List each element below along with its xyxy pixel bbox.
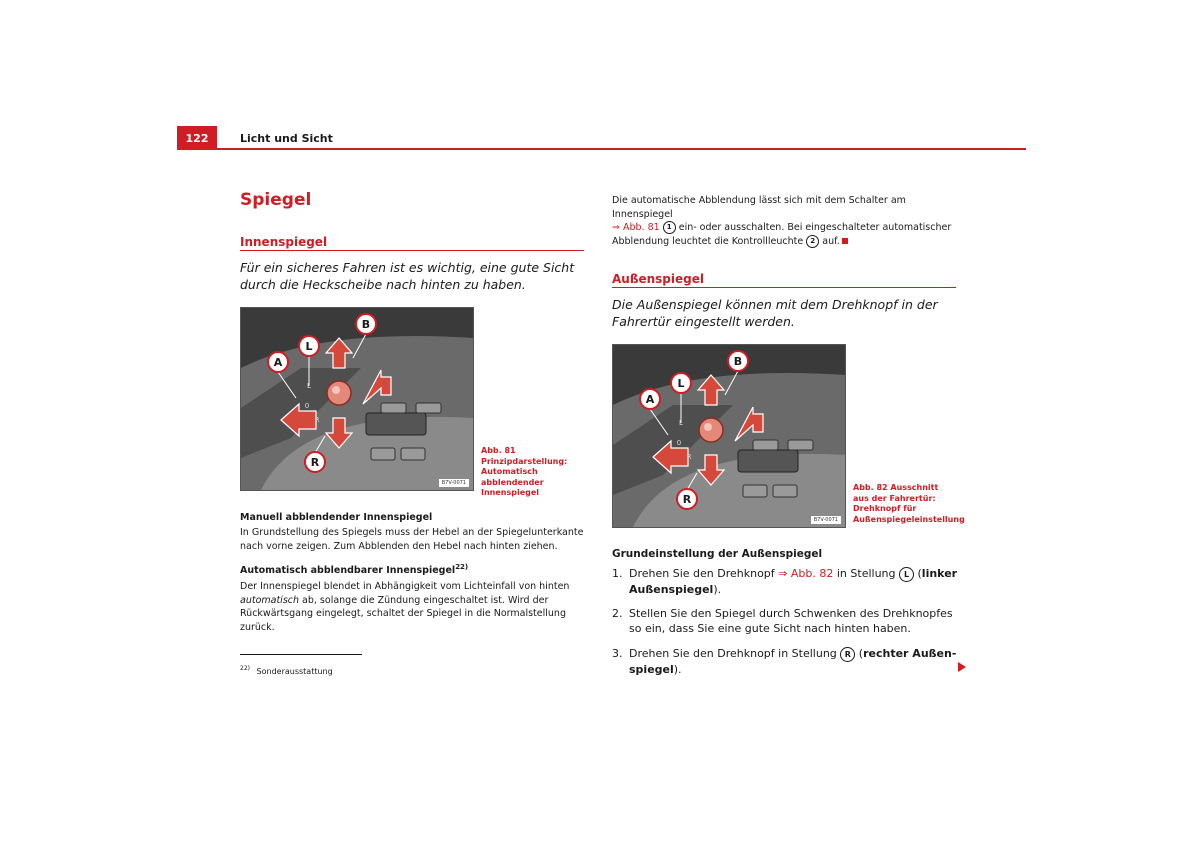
figure-82-caption: Abb. 82 Ausschnitt aus der Fahrertür: Drehknopf für Außenspiegeleinstellung xyxy=(853,483,965,524)
label-a: A xyxy=(273,356,283,369)
figure-code: B7V-0071 xyxy=(811,516,841,524)
switch-mark-o: 0 xyxy=(304,402,310,410)
callout-2: 2 xyxy=(806,235,819,248)
switch-mark-o: 0 xyxy=(676,439,682,447)
footnote-ref: 22) xyxy=(455,563,469,571)
list-item: 2. Stellen Sie den Spiegel durch Schwenken des Drehknopfes so ein, dass Sie eine gute Sicht nach hinten haben. xyxy=(612,607,953,635)
section-rule xyxy=(612,287,956,288)
figure-ref-82[interactable]: ⇒ Abb. 82 xyxy=(778,567,834,580)
mirror-switch-illustration xyxy=(241,308,473,490)
label-b: B xyxy=(733,355,743,368)
label-l: L xyxy=(677,377,685,390)
section-rule xyxy=(240,250,584,251)
figure-82 xyxy=(612,344,846,528)
header-rule xyxy=(177,148,1026,150)
page-number: 122 xyxy=(177,126,217,148)
label-r: R xyxy=(682,493,692,506)
label-l: L xyxy=(305,340,313,353)
switch-mark-l: L xyxy=(307,382,311,390)
figure-ref-81[interactable]: ⇒ Abb. 81 xyxy=(612,222,660,233)
list-item: 3. Drehen Sie den Drehknopf in Stellung R (rechter Außenspiegel). xyxy=(612,647,957,676)
section-title-aussenspiegel: Außenspiegel xyxy=(612,272,704,286)
list-heading: Grundeinstellung der Außenspiegel xyxy=(612,548,823,560)
lead-aussenspiegel: Die Außenspiegel können mit dem Drehknopf in der Fahrertür eingestellt werden. xyxy=(612,297,938,329)
end-mark xyxy=(842,238,848,244)
right-intro: Die automatische Abblendung lässt sich mit dem Schalter am Innenspiegel ⇒ Abb. 81 1 ein- oder ausschalten. Bei eingeschalteter automatischer Abblendung leuchtet die Kontrollleuchte 2 auf. xyxy=(612,195,952,247)
callout-l: L xyxy=(899,567,914,582)
label-r: R xyxy=(310,456,320,469)
switch-mark-l: L xyxy=(679,419,683,427)
figure-code: B7V-0071 xyxy=(439,479,469,487)
section-title-innenspiegel: Innenspiegel xyxy=(240,235,328,249)
lead-innenspiegel: Für ein sicheres Fahren ist es wichtig, eine gute Sicht durch die Heckscheibe nach hinten zu haben. xyxy=(240,260,575,292)
next-page-arrow-icon[interactable] xyxy=(958,662,966,672)
figure-81-caption: Abb. 81 Prinzipdarstellung: Automatisch abblendender Innenspiegel xyxy=(481,446,568,497)
footnote: $^{22)}$ Sonderausstattung xyxy=(240,665,333,676)
manual-text: In Grundstellung des Spiegels muss der Hebel an der Spiegelunterkante nach vorne zeigen. Zum Abblenden den Hebel nach hinten ziehen. xyxy=(240,527,584,552)
footnote-rule xyxy=(240,654,362,655)
label-a: A xyxy=(645,393,655,406)
manual-heading: Manuell abblendender Innenspiegel xyxy=(240,512,433,523)
auto-heading: Automatisch abblendbarer Innenspiegel$^{22)}$ xyxy=(240,563,469,577)
switch-mark-r: R xyxy=(686,453,692,461)
figure-81 xyxy=(240,307,474,491)
chapter-title: Licht und Sicht xyxy=(240,132,333,145)
door-knob-illustration xyxy=(613,345,845,527)
list-item: 1. Drehen Sie den Drehknopf ⇒ Abb. 82 in Stellung L (linker Außenspiegel). xyxy=(612,567,958,596)
switch-mark-r: R xyxy=(314,416,320,424)
auto-text: Der Innenspiegel blendet in Abhängigkeit vom Lichteinfall von hinten automatisch ab, solange die Zündung eingeschaltet ist. Wird der Rückwärtsgang eingelegt, schaltet der Spiegel in die Normalstellung zurück. xyxy=(240,581,570,633)
label-b: B xyxy=(361,318,371,331)
page-title: Spiegel xyxy=(240,190,312,210)
callout-r: R xyxy=(840,647,855,662)
callout-1: 1 xyxy=(663,221,676,234)
